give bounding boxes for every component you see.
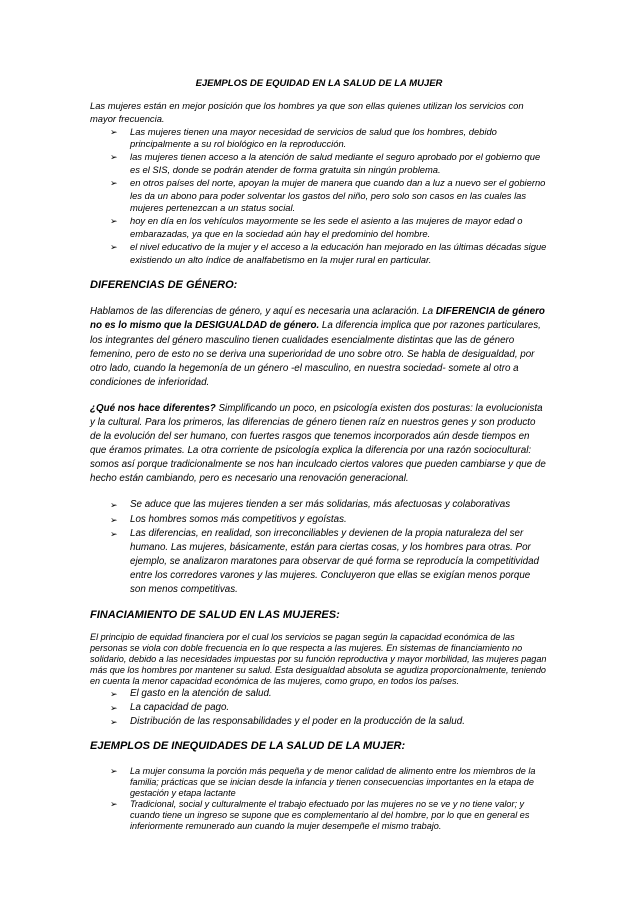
section1-intro: Las mujeres están en mejor posición que los hombres ya que son ellas quienes utilizan los servicios con mayor frecuencia. — [90, 100, 524, 124]
arrow-bullet-icon: ➢ — [110, 528, 118, 539]
section3-heading: FINACIAMIENTO DE SALUD EN LAS MUJERES: — [90, 609, 340, 622]
section2-heading: DIFERENCIAS DE GÉNERO: — [90, 279, 238, 292]
list-item: ➢ El gasto en la atención de salud. — [90, 687, 548, 701]
list-item: ➢ La mujer consuma la porción más pequeña y de menor calidad de alimento entre los miembros de la familia; prácticas que se inician desde la infancia y tienen consecuencias importantes en la etapa de gestación y etapa lactante — [110, 766, 536, 799]
arrow-bullet-icon: ➢ — [110, 216, 118, 227]
arrow-bullet-icon: ➢ — [110, 152, 118, 163]
list-item: ➢ hoy en día en los vehículos mayormente se les sede el asiento a las mujeres de mayor edad o embarazadas, ya que en la sociedad aún hay el predominio del hombre. — [110, 215, 523, 239]
list-item: ➢ Distribución de las responsabilidades y el poder en la producción de la salud. — [90, 715, 548, 729]
arrow-bullet-icon: ➢ — [110, 177, 118, 188]
list-item: ➢ Se aduce que las mujeres tienden a ser más solidarias, más afectuosas y colaborativas — [90, 498, 548, 512]
list-item: ➢ las mujeres tienen acceso a la atención de salud mediante el seguro aprobado por el gobierno que es el SIS, donde se podrán atender de forma gratuita sin ningún problema. — [110, 151, 541, 175]
document-page — [90, 70, 548, 832]
arrow-bullet-icon: ➢ — [110, 500, 118, 511]
arrow-bullet-icon: ➢ — [110, 717, 118, 728]
section4-heading: EJEMPLOS DE INEQUIDADES DE LA SALUD DE LA MUJER: — [90, 740, 406, 753]
list-item: ➢ el nivel educativo de la mujer y el acceso a la educación han mejorado en las últimas décadas sigue existiendo un alto índice de analfabetismo en la mujer rural en particular. — [110, 240, 547, 265]
list-item: ➢ Tradicional, social y culturalmente el trabajo efectuado por las mujeres no se ve y no tiene valor; y cuando tiene un ingreso se supone que es complementario al del hombre, por lo que en general es inferiormente remunerado aun cuando la mujer desempeñe el mismo trabajo. — [110, 799, 530, 832]
list-item: ➢ Las diferencias, en realidad, son irreconciliables y devienen de la propia naturaleza del ser humano. Las mujeres, básicamente, están para ciertas cosas, y los hombres para otras. Por ejemplo, se analizaron maratones para observar de qué forma se reproducía la competitividad entre los corredores varones y las mujeres. Concluyeron que ellas se exigían menos porque son menos competitivas. — [110, 527, 539, 596]
arrow-bullet-icon: ➢ — [110, 799, 118, 810]
emphasis-question: ¿Qué nos hace diferentes? — [90, 402, 216, 414]
list-item: ➢ Las mujeres tienen una mayor necesidad de servicios de salud que los hombres, debido principalmente a su rol biológico en la reproducción. — [110, 125, 497, 150]
arrow-bullet-icon: ➢ — [110, 689, 118, 700]
list-item: ➢ La capacidad de pago. — [90, 701, 548, 715]
emphasis-text: DIFERENCIA de género no es lo mismo que la DESIGUALDAD de género. — [90, 306, 545, 332]
section2-paragraph-2: ¿Qué nos hace diferentes? Simplificando un poco, en psicología existen dos posturas: la evolucionista y la cultural. Para los primeros, las diferencias de género tienen raíz en nuestros genes y son producto de la evolución del ser humano, con fuertes rasgos que tenemos incorporados aún desde tiempos en que éramos primates. La otra corriente de psicología explica la diferencia por una razón sociocultural: somos así porque tradicionalmente se nos han inculcado ciertos valores que pueden cambiarse y que de hecho están cambiando, pero es necesario una renovación generacional. — [90, 402, 546, 485]
arrow-bullet-icon: ➢ — [110, 514, 118, 525]
arrow-bullet-icon: ➢ — [110, 766, 118, 777]
section2-bullet-list — [90, 498, 548, 597]
arrow-bullet-icon: ➢ — [110, 241, 118, 252]
section4-bullet-list — [90, 766, 548, 832]
section1-bullet-list — [90, 126, 548, 267]
section2-paragraph-1: Hablamos de las diferencias de género, y aquí es necesaria una aclaración. La DIFERENCIA de género no es lo mismo que la DESIGUALDAD de género. La diferencia implica que por razones particulares, los integrantes del género masculino tienen cualidades esencialmente distintas que las de género femenino, pero de esto no se deriva una superioridad de uno sobre otro. Se habla de desigualdad, por otro lado, cuando la hegemonía de un género -el masculino, en nuestra sociedad- somete al otro a condiciones de inferioridad. — [90, 306, 545, 388]
section3-bullet-list — [90, 687, 548, 729]
section3-paragraph: El principio de equidad financiera por el cual los servicios se pagan según la capacidad económica de las personas se viola con doble frecuencia en lo que respecta a las mujeres. En sistemas de financiamiento no solidario, debido a las necesidades impuestas por su función reproductiva y mayor morbilidad, las mujeres pagan más que los hombres por mantener su salud. Esta desigualdad absoluta se agudiza proporcionalmente, teniendo en cuenta la menor capacidad económica de las mujeres, como grupo, en todos los países. — [90, 632, 547, 687]
document-title: EJEMPLOS DE EQUIDAD EN LA SALUD DE LA MUJER — [195, 78, 443, 89]
list-item: ➢ en otros países del norte, apoyan la mujer de manera que cuando dan a luz a nuevo ser el gobierno les da un abono para poder solventar los gastos del niño, pero solo son casos en las cuales las mujeres pertenezcan a un status social. — [110, 176, 546, 214]
arrow-bullet-icon: ➢ — [110, 703, 118, 714]
list-item: ➢ Los hombres somos más competitivos y egoístas. — [90, 513, 548, 527]
arrow-bullet-icon: ➢ — [110, 126, 118, 137]
